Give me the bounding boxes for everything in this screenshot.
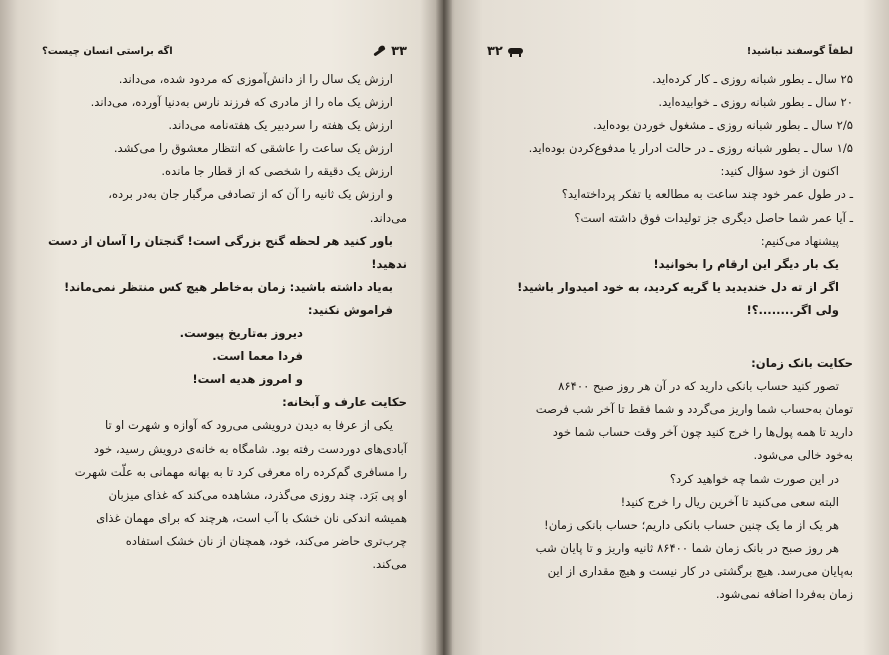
text-line: می‌داند.	[369, 210, 407, 225]
text-line: دارید تا همه پول‌ها را خرج کنید چون آخر وقت حساب شما خود	[552, 425, 853, 440]
text-line: چرب‌تری حاضر می‌کند، خود، همچنان از نان خشک استفاده	[125, 533, 407, 548]
text-line: ارزش یک ماه را از مادری که فرزند نارس به‌دنیا آورده، می‌داند.	[90, 95, 393, 110]
text-line: باور کنید هر لحظه گنج بزرگی است! گنجتان را آسان از دست	[47, 233, 393, 248]
book-gutter	[436, 0, 452, 655]
text-line: زمان به‌فردا اضافه نمی‌شود.	[715, 586, 853, 601]
quill-icon	[372, 46, 386, 57]
text-line: اگر از ته دل خندیدید یا گریه کردید، به خود امیدوار باشید!	[517, 279, 839, 294]
text-line: ۲۰ سال ـ بطور شبانه روزی ـ خوابیده‌اید.	[658, 95, 853, 110]
text-line: ۲/۵ سال ـ بطور شبانه روزی ـ مشغول خوردن بوده‌اید.	[592, 118, 853, 133]
text-line: ـ آیا عمر شما حاصل دیگری جز تولیدات فوق داشته است؟	[574, 210, 853, 225]
text-line: و امروز هدیه است!	[192, 372, 303, 387]
text-line: ـ در طول عمر خود چند ساعت به مطالعه یا تفکر پرداخته‌اید؟	[561, 187, 853, 202]
text-line: یکی از عرفا به دیدن درویشی می‌رود که آوازه و شهرت او تا	[105, 418, 393, 433]
text-line: ارزش یک دقیقه را شخصی که از قطار جا مانده.	[161, 164, 393, 179]
page-33	[0, 0, 443, 655]
text-line: همیشه اندکی نان خشک با آب است، هرچند که برای مهمان غذای	[96, 510, 407, 525]
text-line: به‌پایان می‌رسد. هیچ برگشتی در کار نیست و هیچ مقداری از این	[547, 563, 853, 578]
page-number: ۳۲	[487, 43, 503, 59]
running-title: لطفاً گوسفند نباشید!	[746, 45, 853, 57]
page-number-group	[372, 44, 407, 59]
text-line: پیشنهاد می‌کنیم:	[760, 233, 839, 248]
text-line: دیروز به‌تاریخ پیوست.	[179, 326, 303, 341]
text-line: فردا معما است.	[212, 349, 303, 364]
text-line: ارزش یک ساعت را عاشقی که انتظار معشوق را می‌کشد.	[113, 141, 393, 156]
page-header	[487, 44, 853, 58]
text-line: و ارزش یک ثانیه را آن که از تصادفی مرگبار جان به‌در برده،	[108, 187, 393, 202]
text-line: یک بار دیگر این ارقام را بخوانید!	[653, 256, 839, 271]
text-line: ۲۵ سال ـ بطور شبانه روزی ـ کار کرده‌اید.	[652, 72, 853, 86]
text-line: را مسافری گم‌کرده راه معرفی کرد تا به بهانه مهمانی به علّت شهرت	[74, 464, 407, 479]
text-line: تصور کنید حساب بانکی دارید که در آن هر روز صبح ۸۶۴۰۰	[558, 379, 839, 394]
text-line: تومان به‌حساب شما واریز می‌گردد و شما فقط تا آخر شب فرصت	[535, 402, 853, 417]
sheep-icon	[508, 46, 523, 57]
page-32	[443, 0, 889, 655]
text-line: او پی بَرَد. چند روزی می‌گذرد، مشاهده می‌کند که غذای میزبان	[108, 487, 407, 502]
page-number-group	[487, 44, 523, 59]
text-line: ۱/۵ سال ـ بطور شبانه روزی ـ در حالت ادرار یا مدفوع‌کردن بوده‌اید.	[528, 141, 853, 156]
text-line: آبادی‌های دوردست رفته بود. شامگاه به خانه‌ی درویش رسید، خود	[93, 441, 407, 456]
page-header	[42, 44, 407, 58]
running-title: اگه براستی انسان چیست؟	[42, 45, 173, 57]
text-line: اکنون از خود سؤال کنید:	[720, 164, 839, 179]
text-line: فراموش نکنید:	[307, 302, 393, 317]
text-line: به‌یاد داشته باشید: زمان به‌خاطر هیچ کس منتظر نمی‌ماند!	[63, 279, 393, 294]
page-number: ۳۳	[391, 43, 407, 59]
text-line: هر یک از ما یک چنین حساب بانکی داریم؛ حساب بانکی زمان!	[544, 517, 839, 532]
section-heading: حکایت بانک زمان:	[751, 356, 853, 371]
text-line: در این صورت شما چه خواهید کرد؟	[669, 471, 839, 486]
section-heading: حکایت عارف و آبخانه:	[282, 395, 407, 410]
text-line: هر روز صبح در بانک زمان شما ۸۶۴۰۰ ثانیه واریز و تا پایان شب	[535, 540, 839, 555]
paragraph-gap	[487, 322, 853, 352]
text-line: ندهید!	[371, 256, 407, 271]
text-line: البته سعی می‌کنید تا آخرین ریال را خرج کنید!	[620, 494, 839, 509]
text-line: می‌کند.	[372, 556, 407, 571]
text-line: ولی اگر........؟!	[746, 302, 839, 317]
text-line: ارزش یک هفته را سردبیر یک هفته‌نامه می‌داند.	[168, 118, 393, 133]
text-line: به‌خود خالی می‌شود.	[753, 448, 853, 463]
text-line: ارزش یک سال را از دانش‌آموزی که مردود شده، می‌داند.	[118, 72, 393, 86]
